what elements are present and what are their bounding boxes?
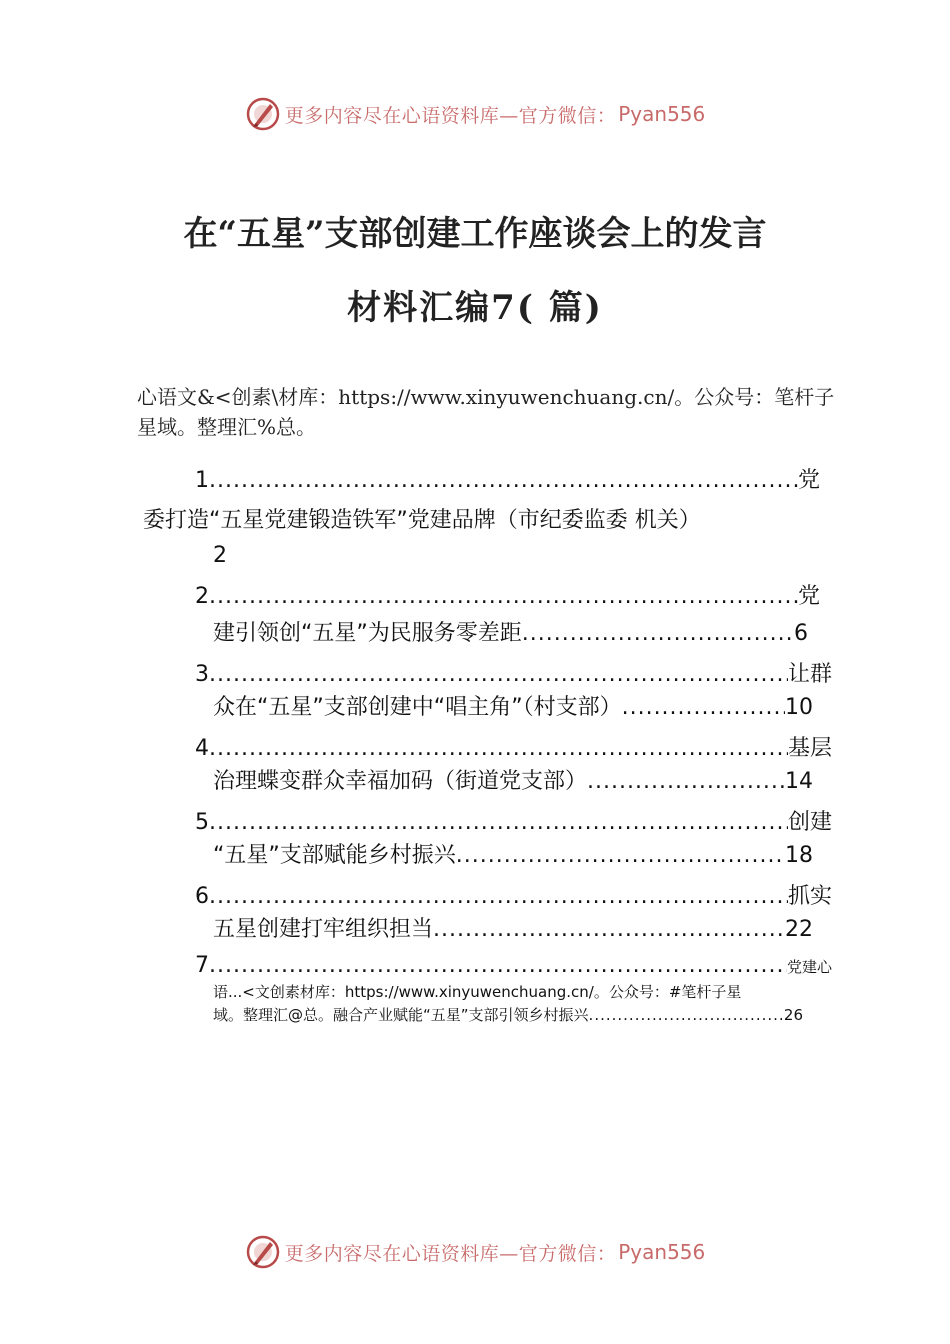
toc-entry-1-page[interactable]: 2 <box>213 543 227 568</box>
toc-dot-leader <box>589 1004 784 1026</box>
toc-entry-text: 治理蝶变群众幸福加码（街道党支部） <box>213 769 588 794</box>
intro-paragraph: 心语文&<创素\材库：https://www.xinyuwenchuang.cn/。公众号：笔杆子星域。整理汇%总。 <box>137 385 835 439</box>
toc-entry-5-leader[interactable] <box>195 808 832 838</box>
banner-text: 更多内容尽在心语资料库—官方微信： <box>284 104 617 127</box>
toc-entry-tail: 基层 <box>787 736 832 761</box>
toc-entry-tail: 党 <box>797 468 820 493</box>
toc-dot-leader <box>456 841 785 871</box>
toc-entry-number: 4 <box>195 736 209 761</box>
page-subtitle: 材料汇编7( 篇) <box>347 288 603 328</box>
banner-wechat: Pyan556 <box>618 1240 706 1264</box>
toc-entry-6-leader[interactable] <box>195 882 832 912</box>
toc-entry-7-title-line2[interactable] <box>213 1004 803 1026</box>
toc-dot-leader <box>209 466 798 496</box>
watermark-banner-bottom <box>0 1232 950 1272</box>
toc-entry-6-title[interactable] <box>213 915 813 945</box>
toc-entry-tail: 抓实 <box>787 884 832 909</box>
toc-dot-leader <box>209 953 787 979</box>
toc-entry-3-title[interactable] <box>213 693 813 723</box>
toc-dot-leader <box>522 619 794 649</box>
toc-entry-1-title[interactable]: 委打造“五星党建锻造铁军”党建品牌（市纪委监委 机关） <box>143 508 701 533</box>
toc-entry-4-title[interactable] <box>213 767 813 797</box>
toc-dot-leader <box>587 767 785 797</box>
toc-entry-text: 五星创建打牢组织担当 <box>213 917 434 942</box>
toc-dot-leader <box>209 734 788 764</box>
toc-entry-1-leader[interactable] <box>195 466 820 496</box>
toc-entry-number: 3 <box>195 662 209 687</box>
pen-logo-icon <box>245 1234 281 1270</box>
page-title: 在“五星”支部创建工作座谈会上的发言 <box>183 214 767 254</box>
toc-entry-2-title[interactable] <box>213 619 808 649</box>
toc-entry-text: 众在“五星”支部创建中“唱主角”（村支部） <box>213 695 622 720</box>
toc-entry-7-leader[interactable] <box>195 953 832 980</box>
toc-dot-leader <box>209 660 788 690</box>
toc-dot-leader <box>209 808 788 838</box>
toc-entry-tail: 创建 <box>787 810 832 835</box>
toc-entry-page: 6 <box>794 621 808 646</box>
toc-entry-page: 14 <box>785 769 813 794</box>
toc-dot-leader <box>622 693 785 723</box>
toc-entry-7-title-line1[interactable]: 语...<文创素材库：https://www.xinyuwenchuang.cn/。公众号：#笔杆子星 <box>213 983 742 1001</box>
toc-entry-text: 建引领创“五星”为民服务零差距 <box>213 621 522 646</box>
toc-entry-tail: 党建心 <box>786 958 832 976</box>
toc-entry-number: 6 <box>195 884 209 909</box>
toc-entry-number: 5 <box>195 810 209 835</box>
toc-entry-3-leader[interactable] <box>195 660 832 690</box>
toc-dot-leader <box>209 882 788 912</box>
toc-entry-number: 7 <box>195 953 209 978</box>
toc-dot-leader <box>433 915 785 945</box>
toc-entry-2-leader[interactable] <box>195 582 820 612</box>
toc-entry-number: 1 <box>195 468 209 493</box>
banner-wechat: Pyan556 <box>618 102 706 126</box>
toc-entry-text: 域。整理汇@总。融合产业赋能“五星”支部引领乡村振兴 <box>213 1006 589 1024</box>
toc-entry-page: 18 <box>785 843 813 868</box>
toc-entry-page: 26 <box>783 1006 803 1024</box>
toc-entry-5-title[interactable] <box>213 841 813 871</box>
toc-entry-page: 22 <box>785 917 813 942</box>
banner-text: 更多内容尽在心语资料库—官方微信： <box>284 1242 617 1265</box>
toc-entry-tail: 党 <box>797 584 820 609</box>
toc-entry-text: “五星”支部赋能乡村振兴 <box>213 843 456 868</box>
toc-entry-4-leader[interactable] <box>195 734 832 764</box>
toc-dot-leader <box>209 582 798 612</box>
toc-entry-number: 2 <box>195 584 209 609</box>
toc-entry-page: 10 <box>785 695 813 720</box>
toc-entry-tail: 让群 <box>787 662 832 687</box>
